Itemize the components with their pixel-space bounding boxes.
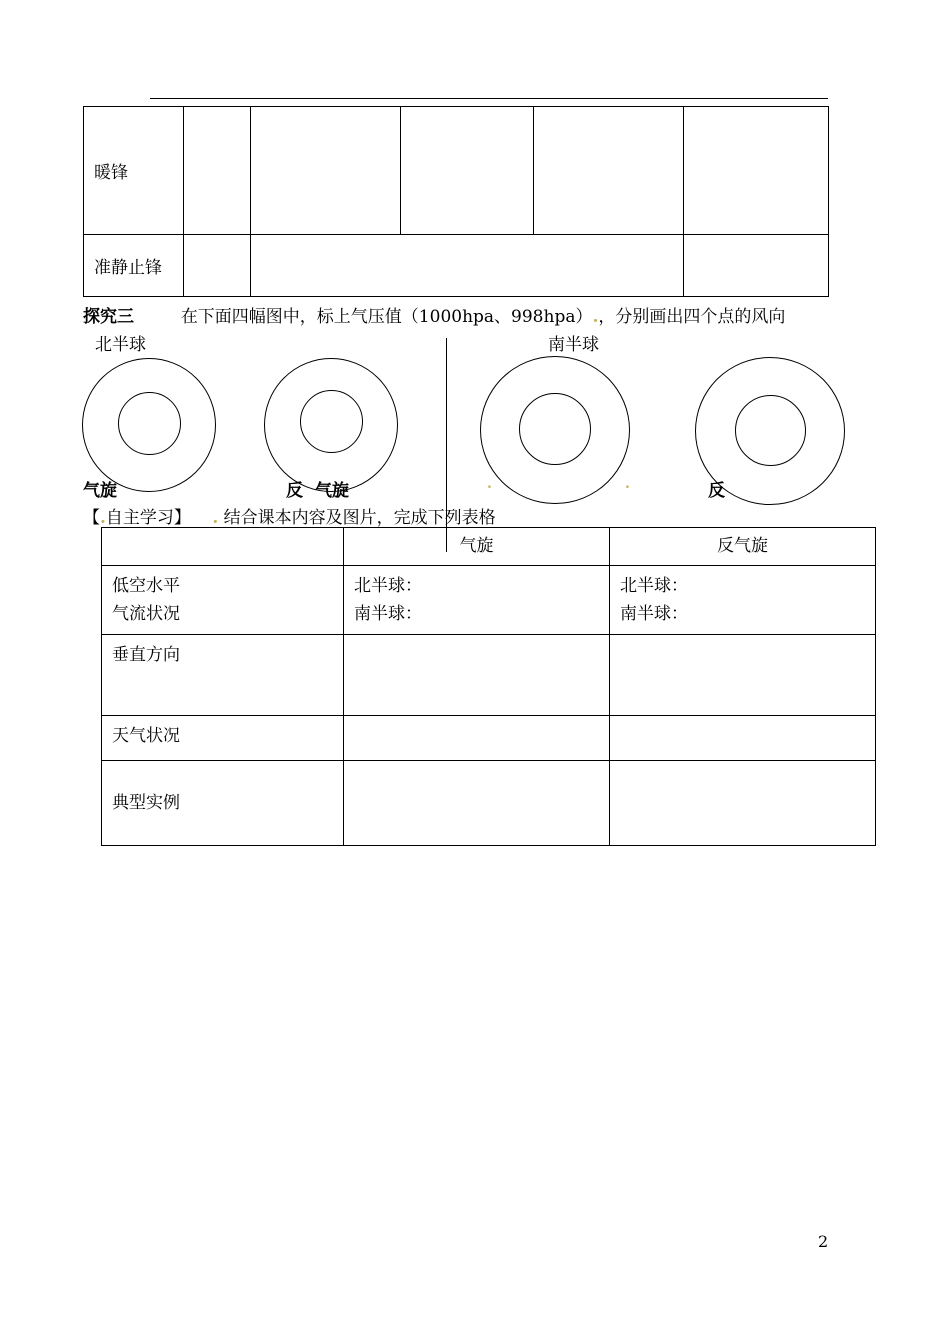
- front-row-label: 准静止锋: [94, 258, 162, 278]
- front-table: [83, 106, 829, 297]
- row-label-weather: 天气状况: [102, 716, 344, 761]
- self-study-bracket: 【: [83, 508, 100, 528]
- front-row-stationary: [84, 235, 184, 297]
- cyclone-table: [101, 527, 876, 846]
- front-cell: [251, 235, 684, 297]
- north-hemisphere-label: 北半球: [95, 335, 146, 355]
- front-cell: [684, 235, 829, 297]
- front-row-label: 暖锋: [94, 163, 128, 183]
- cell-anticyclone-example[interactable]: [610, 761, 876, 846]
- front-cell: [534, 107, 684, 235]
- mark-dot: .: [592, 307, 599, 327]
- caption-right: 反: [708, 481, 725, 501]
- isobar-inner-1: [118, 392, 181, 455]
- row-label-vertical: 垂直方向: [102, 635, 344, 716]
- isobar-inner-4: [735, 395, 806, 466]
- mark-dot: .: [212, 508, 219, 528]
- section3-instruction: 在下面四幅图中，标上气压值（1000hpa、998hpa）: [180, 307, 593, 327]
- self-study-instruction: 结合课本内容及图片，完成下列表格: [223, 508, 496, 528]
- isobar-inner-2: [300, 390, 363, 453]
- mark-dot: .: [625, 476, 630, 492]
- page-number: 2: [818, 1232, 829, 1251]
- row-label-example: 典型实例: [102, 761, 344, 846]
- isobar-inner-3: [519, 393, 591, 465]
- header-cell-cyclone: 气旋: [344, 528, 610, 566]
- mark-dot: .: [487, 476, 492, 492]
- cell-cyclone-vertical[interactable]: [344, 635, 610, 716]
- section3-line: [83, 302, 785, 327]
- front-cell: [684, 107, 829, 235]
- cell-anticyclone-airflow[interactable]: 北半球： 南半球：: [610, 566, 876, 635]
- mark-dot: .: [100, 508, 106, 528]
- header-rule: [150, 98, 828, 99]
- cell-cyclone-weather[interactable]: [344, 716, 610, 761]
- front-row-warm: [84, 107, 184, 235]
- cell-anticyclone-weather[interactable]: [610, 716, 876, 761]
- south-hemisphere-label: 南半球: [548, 335, 599, 355]
- row-label-airflow: 低空水平 气流状况: [102, 566, 344, 635]
- front-cell: [251, 107, 401, 235]
- front-cell: [401, 107, 534, 235]
- header-cell-empty: [102, 528, 344, 566]
- caption-cyclone: 气旋: [83, 481, 117, 501]
- self-study-heading: 自主学习】: [105, 508, 191, 528]
- cell-cyclone-example[interactable]: [344, 761, 610, 846]
- cell-anticyclone-vertical[interactable]: [610, 635, 876, 716]
- section3-title: 探究三: [83, 307, 134, 327]
- front-cell: [184, 107, 251, 235]
- self-study-line: [83, 503, 496, 528]
- section3-instruction-tail: ，分别画出四个点的风向: [598, 307, 786, 327]
- front-cell: [184, 235, 251, 297]
- header-cell-anticyclone: 反气旋: [610, 528, 876, 566]
- cell-cyclone-airflow[interactable]: 北半球： 南半球：: [344, 566, 610, 635]
- caption-anticyclone: 反 气旋: [286, 481, 349, 501]
